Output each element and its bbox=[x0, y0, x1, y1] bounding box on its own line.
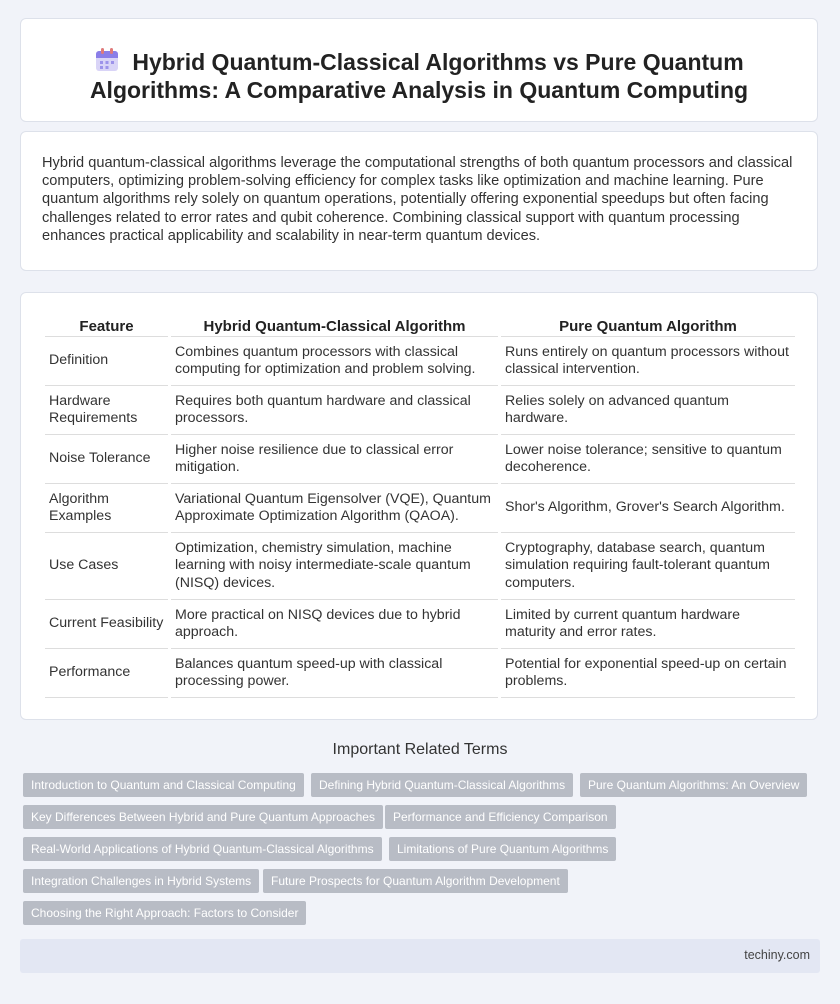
table-row bbox=[45, 337, 795, 386]
pure-cell: Limited by current quantum hardware maturity and error rates. bbox=[501, 600, 795, 649]
title-card bbox=[20, 18, 818, 122]
table-row bbox=[45, 435, 795, 484]
feature-cell: Definition bbox=[45, 337, 168, 386]
related-tag[interactable]: Future Prospects for Quantum Algorithm Development bbox=[263, 869, 568, 893]
pure-cell: Potential for exponential speed-up on certain problems. bbox=[501, 649, 795, 698]
feature-cell: Hardware Requirements bbox=[45, 386, 168, 435]
hybrid-cell: Requires both quantum hardware and classical processors. bbox=[171, 386, 498, 435]
table-row bbox=[45, 600, 795, 649]
footer-site[interactable]: techiny.com bbox=[744, 948, 810, 962]
related-tag[interactable]: Performance and Efficiency Comparison bbox=[385, 805, 616, 829]
pure-cell: Cryptography, database search, quantum simulation requiring fault-tolerant quantum computers. bbox=[501, 533, 795, 600]
pure-cell: Shor's Algorithm, Grover's Search Algorithm. bbox=[501, 484, 795, 533]
hybrid-cell: More practical on NISQ devices due to hybrid approach. bbox=[171, 600, 498, 649]
header-pure: Pure Quantum Algorithm bbox=[501, 315, 795, 337]
hybrid-cell: Optimization, chemistry simulation, machine learning with noisy intermediate-scale quantum (NISQ) devices. bbox=[171, 533, 498, 600]
related-tag[interactable]: Integration Challenges in Hybrid Systems bbox=[23, 869, 259, 893]
related-tag[interactable]: Real-World Applications of Hybrid Quantum-Classical Algorithms bbox=[23, 837, 382, 861]
pure-cell: Runs entirely on quantum processors without classical intervention. bbox=[501, 337, 795, 386]
related-tag[interactable]: Choosing the Right Approach: Factors to Consider bbox=[23, 901, 306, 925]
table-header-row bbox=[45, 315, 795, 337]
related-tag[interactable]: Key Differences Between Hybrid and Pure Quantum Approaches bbox=[23, 805, 383, 829]
feature-cell: Use Cases bbox=[45, 533, 168, 600]
comparison-card bbox=[20, 292, 818, 720]
table-row bbox=[45, 386, 795, 435]
title-line-1: Hybrid Quantum-Classical Algorithms vs Pure Quantum bbox=[132, 49, 744, 75]
feature-cell: Performance bbox=[45, 649, 168, 698]
related-terms-heading: Important Related Terms bbox=[332, 741, 508, 758]
related-tag[interactable]: Limitations of Pure Quantum Algorithms bbox=[389, 837, 616, 861]
table-row bbox=[45, 649, 795, 698]
title-line-2: Algorithms: A Comparative Analysis in Quantum Computing bbox=[89, 77, 749, 103]
related-tag[interactable]: Pure Quantum Algorithms: An Overview bbox=[580, 773, 807, 797]
footer bbox=[20, 939, 820, 973]
hybrid-cell: Higher noise resilience due to classical error mitigation. bbox=[171, 435, 498, 484]
hybrid-cell: Balances quantum speed-up with classical processing power. bbox=[171, 649, 498, 698]
intro-card bbox=[20, 131, 818, 271]
hybrid-cell: Variational Quantum Eigensolver (VQE), Quantum Approximate Optimization Algorithm (QAOA). bbox=[171, 484, 498, 533]
pure-cell: Lower noise tolerance; sensitive to quantum decoherence. bbox=[501, 435, 795, 484]
feature-cell: Algorithm Examples bbox=[45, 484, 168, 533]
page-title bbox=[21, 47, 817, 104]
calendar-icon bbox=[94, 47, 120, 73]
related-tag[interactable]: Defining Hybrid Quantum-Classical Algorithms bbox=[311, 773, 573, 797]
intro-text: Hybrid quantum-classical algorithms leverage the computational strengths of both quantum processors and classical computers, optimizing problem-solving efficiency for complex tasks like optimization and machine learning. Pure quantum algorithms rely solely on quantum operations, potentially offering exponential speedups but often facing challenges related to error rates and qubit coherence. Combining classical support with quantum processing enhances practical applicability and scalability in near-term quantum devices. bbox=[42, 155, 793, 244]
feature-cell: Noise Tolerance bbox=[45, 435, 168, 484]
header-feature: Feature bbox=[45, 315, 168, 337]
comparison-table bbox=[42, 315, 798, 698]
pure-cell: Relies solely on advanced quantum hardware. bbox=[501, 386, 795, 435]
table-row bbox=[45, 533, 795, 600]
table-row bbox=[45, 484, 795, 533]
header-hybrid: Hybrid Quantum-Classical Algorithm bbox=[171, 315, 498, 337]
related-tag[interactable]: Introduction to Quantum and Classical Computing bbox=[23, 773, 304, 797]
hybrid-cell: Combines quantum processors with classical computing for optimization and problem solving. bbox=[171, 337, 498, 386]
feature-cell: Current Feasibility bbox=[45, 600, 168, 649]
